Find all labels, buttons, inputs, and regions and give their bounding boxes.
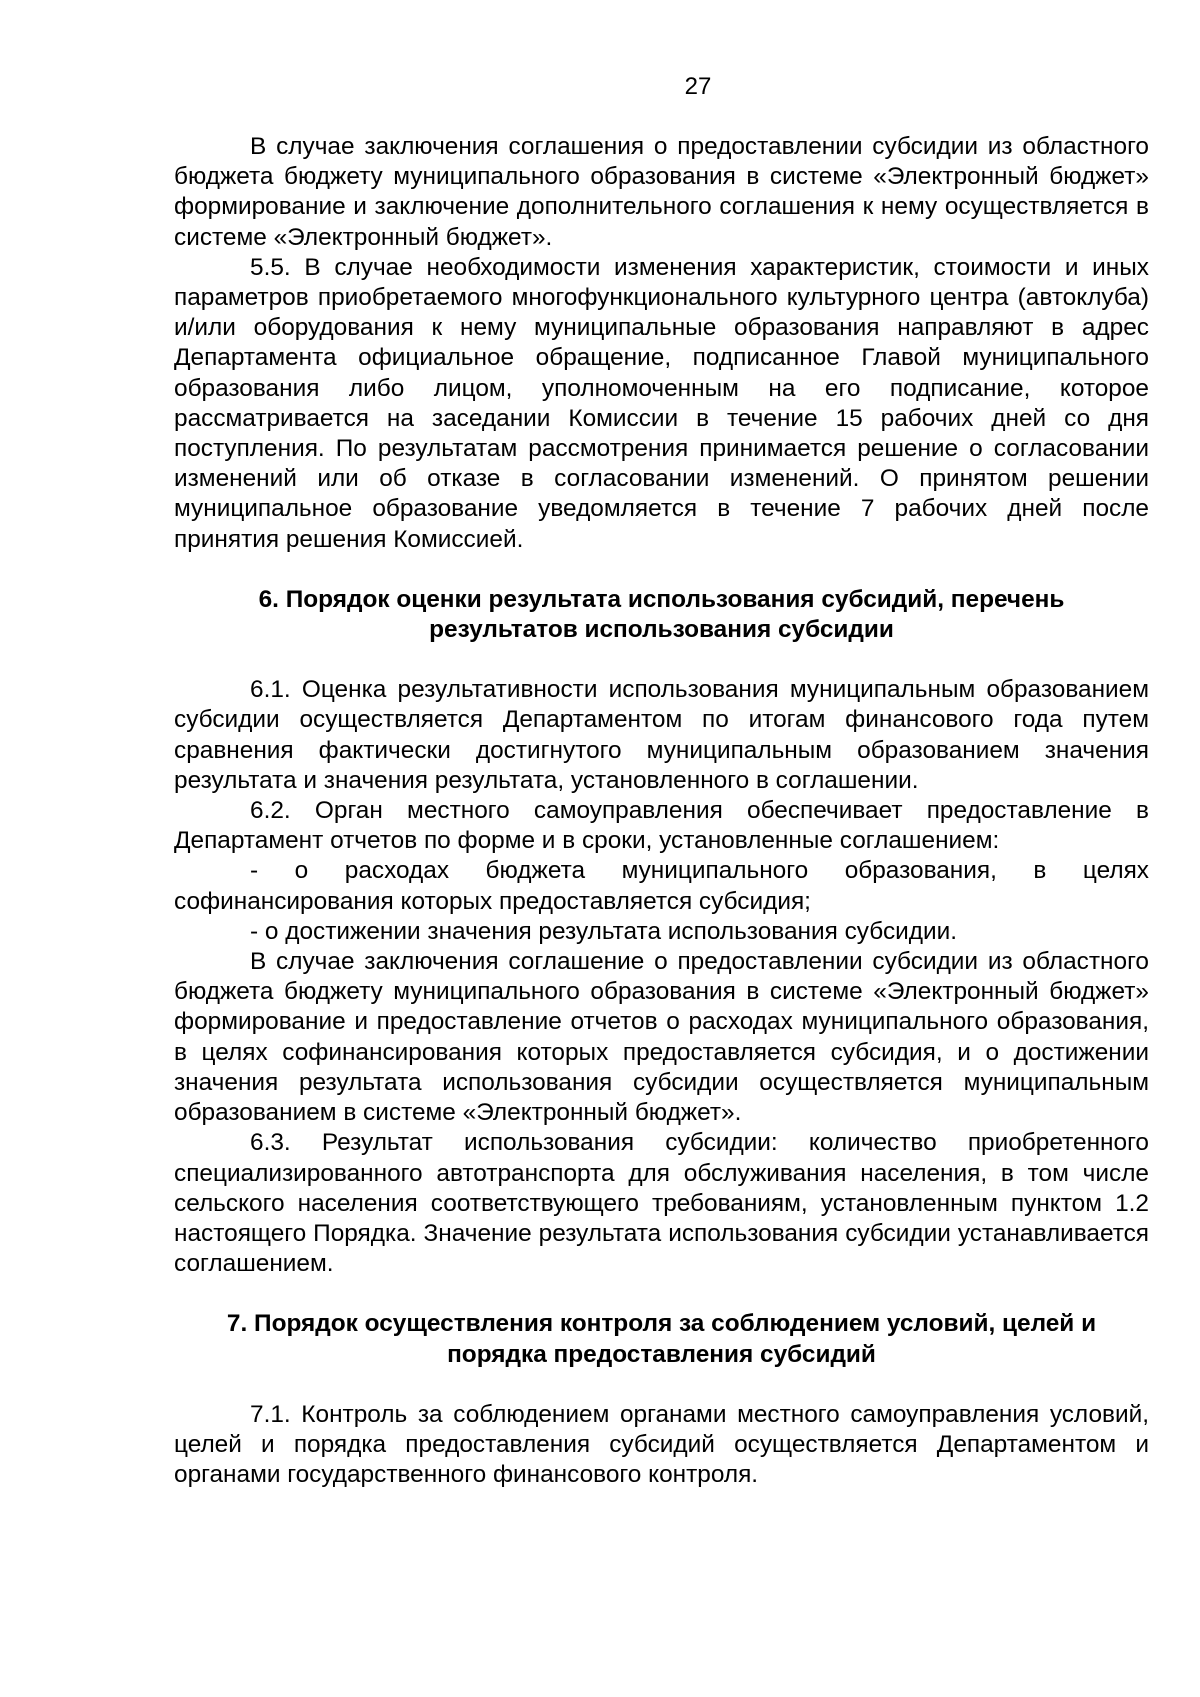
section-7-heading [174, 1309, 1149, 1369]
paragraph-5-5: 5.5. В случае необходимости изменения характеристик, стоимости и иных параметров приобретаемого многофункционального культурного центра (автоклуба) и/или оборудования к нему муниципальные образования направляют в адрес Департамента официальное обращение, подписанное Главой муниципального образования либо лицом, уполномоченным на его подписание, которое рассматривается на заседании Комиссии в течение 15 рабочих дней со дня поступления. По результатам рассмотрения принимается решение о согласовании изменений или об отказе в согласовании изменений. О принятом решении муниципальное образование уведомляется в течение 7 рабочих дней после принятия решения Комиссией. [174, 253, 1149, 553]
spacer [174, 1370, 1149, 1400]
page-number: 27 [684, 73, 712, 100]
section-6-heading-line-2: результатов использования субсидии [429, 616, 894, 644]
section-7-heading-line-1: 7. Порядок осуществления контроля за соблюдением условий, целей и [226, 1310, 1097, 1338]
paragraph-electronic-budget-reports: В случае заключения соглашение о предоставлении субсидии из областного бюджета бюджету муниципального образования в системе «Электронный бюджет» формирование и предоставление отчетов о расходах муниципального образования, в целях софинансирования которых предоставляется субсидия, и о достижении значения результата использования субсидии осуществляется муниципальным образованием в системе «Электронный бюджет». [174, 948, 1149, 1127]
spacer [174, 645, 1149, 675]
paragraph-electronic-budget-agreement: В случае заключения соглашения о предоставлении субсидии из областного бюджета бюджету муниципального образования в системе «Электронный бюджет» формирование и заключение дополнительного соглашения к нему осуществляется в системе «Электронный бюджет». [174, 133, 1149, 251]
paragraph-6-2: 6.2. Орган местного самоуправления обеспечивает предоставление в Департамент отчетов по форме и в сроки, установленные соглашением: [174, 797, 1149, 855]
paragraph-7-1: 7.1. Контроль за соблюдением органами местного самоуправления условий, целей и порядка предоставления субсидий осуществляется Департаментом и органами государственного финансового контроля. [174, 1400, 1149, 1489]
paragraph-6-1: 6.1. Оценка результативности использования муниципальным образованием субсидии осуществляется Департаментом по итогам финансового года путем сравнения фактически достигнутого муниципальным образованием значения результата и значения результата, установленного в соглашении. [174, 676, 1149, 794]
section-6-heading-line-1: 6. Порядок оценки результата использования субсидий, перечень [258, 585, 1065, 613]
section-7-heading-line-2: порядка предоставления субсидий [447, 1340, 876, 1368]
list-item-expenses-report: - о расходах бюджета муниципального образования, в целях софинансирования которых предоставляется субсидия; [174, 857, 1149, 915]
paragraph-6-3: 6.3. Результат использования субсидии: количество приобретенного специализированного автотранспорта для обслуживания населения, в том числе сельского населения соответствующего требованиям, установленным пунктом 1.2 настоящего Порядка. Значение результата использования субсидии устанавливается соглашением. [174, 1129, 1149, 1278]
spacer [174, 1279, 1149, 1309]
document-body [174, 132, 1149, 1490]
section-6-heading [174, 585, 1149, 645]
spacer [174, 555, 1149, 585]
list-item-result-report: - о достижении значения результата использования субсидии. [250, 917, 958, 945]
